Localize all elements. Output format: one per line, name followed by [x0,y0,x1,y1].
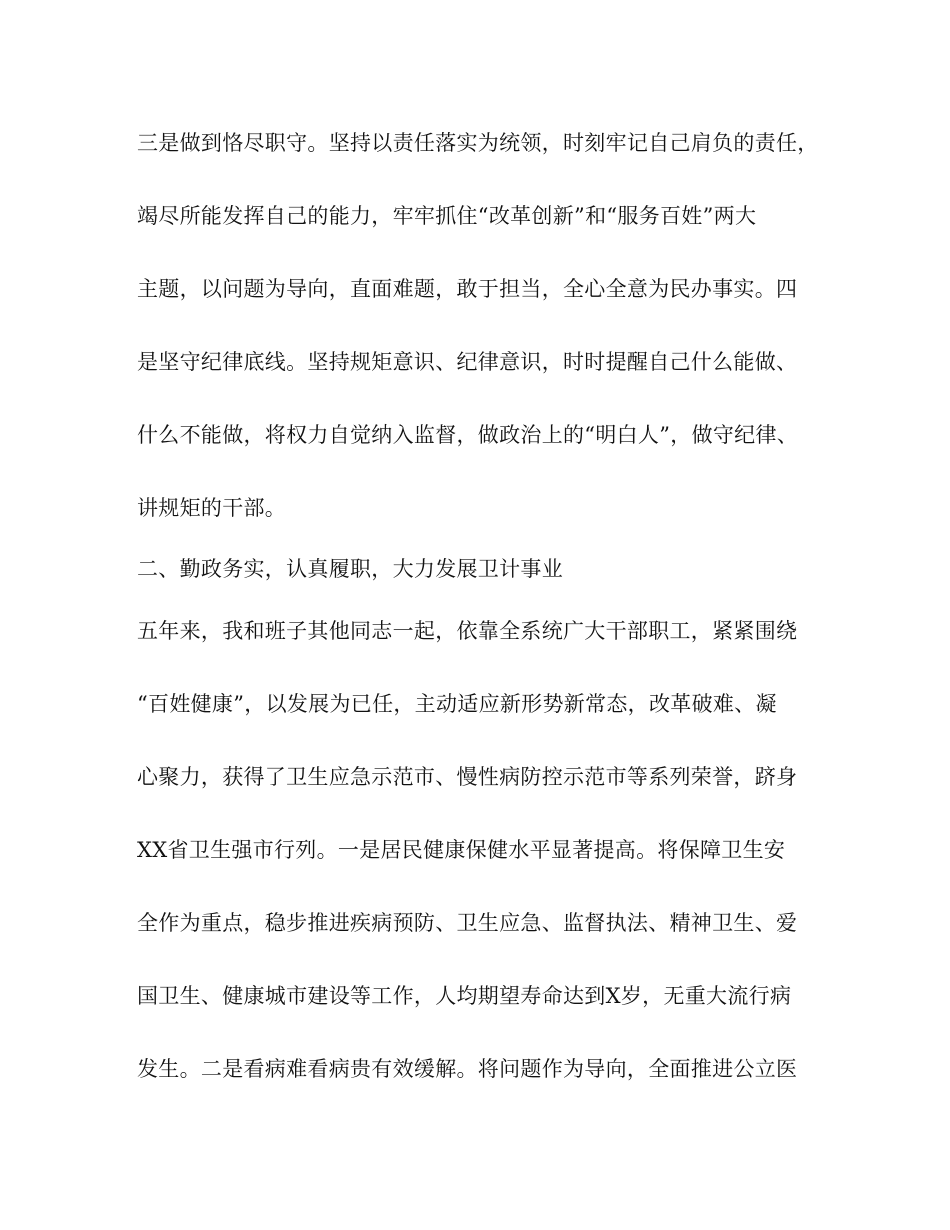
text-line: 全作为重点，稳步推进疾病预防、卫生应急、监督执法、精神卫生、爱 [137,911,798,935]
text-line: 竭尽所能发挥自己的能力，牢牢抓住“改革创新”和“服务百姓”两大 [137,204,757,228]
text-line: 国卫生、健康城市建设等工作，人均期望寿命达到X岁，无重大流行病 [137,984,792,1008]
text-line: 主题，以问题为导向，直面难题，敢于担当，全心全意为民办事实。四 [137,277,798,301]
text-line: 什么不能做，将权力自觉纳入监督，做政治上的“明白人”，做守纪律、 [137,423,799,447]
text-line: XX省卫生强市行列。一是居民健康保健水平显著提高。将保障卫生安 [137,838,786,862]
text-line: 心聚力，获得了卫生应急示范市、慢性病防控示范市等系列荣誉，跻身 [137,765,798,789]
text-line: 发生。二是看病难看病贵有效缓解。将问题作为导向，全面推进公立医 [137,1057,798,1081]
text-line: “百姓健康”，以发展为已任，主动适应新形势新常态，改革破难、凝 [137,692,777,716]
text-line: 五年来，我和班子其他同志一起，依靠全系统广大干部职工，紧紧围绕 [137,619,798,643]
text-line: 是坚守纪律底线。坚持规矩意识、纪律意识，时时提醒自己什么能做、 [137,350,798,374]
section-heading: 二、勤政务实，认真履职，大力发展卫计事业 [137,557,563,581]
text-line: 讲规矩的干部。 [137,496,287,520]
text-line: 三是做到恪尽职守。坚持以责任落实为统领，时刻牢记自己肩负的责任， [137,131,819,155]
